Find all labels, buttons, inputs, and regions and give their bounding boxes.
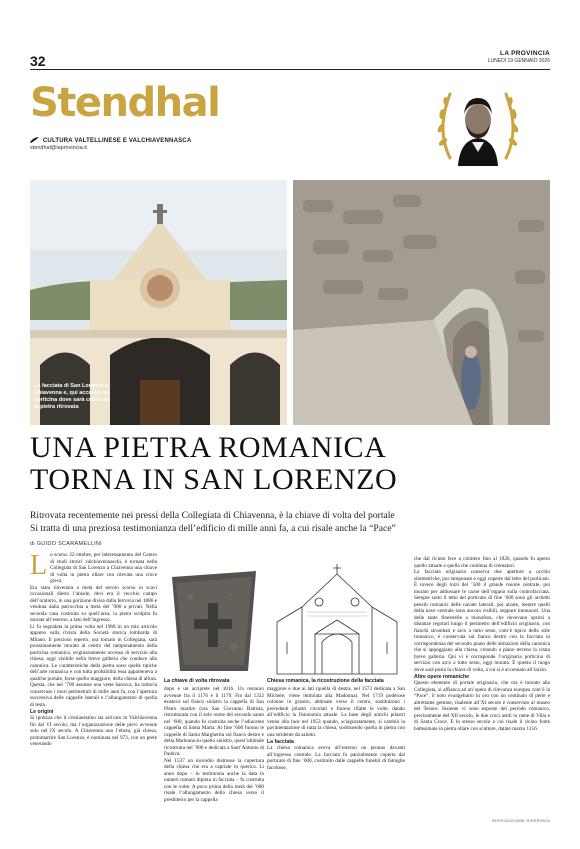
rubric-text: CULTURA VALTELLINESE E VALCHIAVENNASCA <box>42 138 192 144</box>
paragraph: Si ipotizza che il cristianesimo sia arrivato in Valchiavenna fin dal VI secolo, ma l’organizzazione delle pievi avvenne solo nel IX secolo. A Chiavenna uno l’ebrea, già chiesa, protomartire San Lorenzo, è nominata nel 973, con un prete venerando <box>30 715 157 747</box>
paragraph: La chiesa romanica aveva all’esterno un pronao davanti all’ingresso centrale. La facciata fu parzialmente coperta dal porticato di fine ’600, costituito dalle cappelle funebri di famiglie facoltose, <box>267 745 405 771</box>
paragraph: maggiore e due ai lati (quella di destra, nel 1573 dedicata a San Michele, viene intitolata alla Madonna). Nel 1719 poderose colonne in granito, abbinate verso il centro, sostituirono i precedenti pilastri circolari e furono rifatte le volte, dando all’edificio la fisionomia attuale. La base degli antichi pilastri venne alla luce nel 1953 quando, sciaguratamente, si cambiò la pavimentazione di tutta la chiesa, sostituendo quella in pietra con una stridente da salotto. <box>267 686 405 738</box>
section-email: stendhal@laprovincia.it <box>30 145 87 151</box>
byline: di GUIDO SCARAMELLINI <box>30 541 103 547</box>
paragraph: Questo elemento di portale originario, che ora è tornato alla Collegiata, si affianca ad un’opera di rilevanza europea com’è la “Pace”, il noto evangeliario in oro con un centinaio di perle e altrettante gemme, risalente all’XI secolo e conservato al museo del Tesoro. Insieme vi sono esposte del periodo romanico, precisamente del XII secolo, le due croci astili in rame di Villa e di Santa Croce. E lo stesso secolo a cui risale il ricino fonte battesimale in pietra ollare con scultore, datato marzo 1156. <box>414 680 550 732</box>
paragraph: La facciata originaria conserva due aperture a occhio simmetriche, pur tamponate e oggi coperte dal tetto del porticato. È invece degli inizi del ’500 il grande rosone centrale, poi murato per addossare le carne dell’organo sulla controfacciata. Sempre sotto il tetto del porticato di fine ’600 sono gli archetti pensili romanici delle navate laterali, poi alzate, mentre quelli della nave centrale sono ancora visibili, seppure intonacati. Una delle tante finestrelle a monofora, che dovevano aprirsi a distanze regolari lungo il perimetro dell’edificio originario, con fianchi strombati e arco a tutto sesto, com’è tipico dello stile romanico, è conservata sul fianco destro con la facciata in corrispondenza del secondo piano delle abitazioni della canonica che si appoggiano alla chiesa, creando a piano terreno la citata breve galleria. Qui vi è corrisponde l’originaria porticina di servizio con arco a tutto sesto, oggi murata. È questo il luogo dove sarà posta la chiave di volta, a cui si è accennato all’inizio. <box>414 569 550 673</box>
keystone-image <box>164 567 264 675</box>
paragraph: Nel 1537 un incendio distrusse la copertura della chiesa che era a capriate in querica. Lì anno dopo – lo testimonia anche la data in numeri romani dipinta in facciata – fu costruita con le volte. A poco prima della metà del ’600 risale l’allungamento della chiesa verso il presbiterio per la cappella <box>164 757 264 803</box>
quill-icon <box>30 137 39 143</box>
stone-wall-photo <box>293 180 550 425</box>
page-number: 32 <box>30 53 46 69</box>
masthead <box>30 50 550 74</box>
keystone-caption: La chiave di volta ritrovata <box>164 678 230 684</box>
headline <box>30 432 550 496</box>
article-column-2 <box>164 686 264 803</box>
section-rubric <box>30 137 191 144</box>
photo-caption: La facciata di San Lorenzo a Chiavenna e, qui accanto, la porticina dove sarà collocata la pietra ritrovata <box>34 383 110 411</box>
paragraph: o scorso 22 ottobre, per interessamento del Centro di studi storici valchiavennaschi, è tornata nella Collegiata di San Lorenzo a Chiavenna una chiave di volta in pietra ollare con rilevata una croce greca. <box>50 552 157 584</box>
subheading: Altre opere romaniche <box>414 674 470 680</box>
drop-cap: L <box>30 550 48 581</box>
subhead-line2: Si tratta di una preziosa testimonianza dell’edificio di mille anni fa, a cui risale anche la “Pace” <box>30 523 396 534</box>
subheading: La facciata <box>267 739 294 745</box>
subheading: Le origini <box>30 709 54 715</box>
paragraph: Era stata rinvenuta a metà del secolo scorso in scavi occasionali dietro l’abside, devi era il vecchio campo dell’oratorio, in una porzione divisa dalla ferrovia nel 1886 e venduta dalla parrocchia a metà del ’900 a privati. Nella seconda casa costruita su quell’area, la pietra scolpita fu murata all’esterno, a lato dell’ingresso. <box>30 584 157 623</box>
paper-name: LA PROVINCIA <box>500 50 550 57</box>
church-reconstruction-drawing <box>267 562 407 677</box>
article-column-4 <box>414 556 550 732</box>
article-column-1 <box>30 552 157 748</box>
paragraph: Li fu segnalata la prima volta nel 1968 in un mio articolo apparso sulla rivista della Società storica lombarda di Milano. Il prezioso reperto, ora tornato in Collegiata, sarà prossimamente murato al centro del tamponamento della porticina romanica, originariamente accesso di servizio alla chiesa, oggi visibile nella breve galleria che conduce alla canonica. Le caratteristiche della pietra sono quelle tipiche dell’arte romanica e con tutta probabilità essa apparteneva a qualche portale, forse quello maggiore, della chiesa di allora. Questa, che nel ’700 assunse una veste barocca, ha tuttavia conservato i muri perimetrali di mille anni fa, con l’apertura successiva delle cappelle laterali e l’allungamento di quella di testa. <box>30 623 157 708</box>
paragraph: dopo e un arciprete nel 1016. Un restauro avvenne fra il 1176 e il 1179. Fin dal 1332 esisteva sul fianco sinistro la cappella di San Pietro martire (ora San Giovanni Battista, ristrutturata con il sole nome del secondo santo nel ’600, quando fu costruita anche l’adiacente cappella di Santa Marta. Al fine ’600 furono le cappelle di Santa Margherita sul fianco destro e della Madonna su quello sinistro, quest’ultimale ricostruita nel ’900 e dedicata a Sant’Antonio di Padova. <box>164 686 264 757</box>
paragraph: che dal ricinto fece a cimitero fino al 1820, quando fu aperto quello attuale a quella che continua di crematori. <box>414 556 550 569</box>
church-drawing-caption: Chiesa romanica, la ricostruzione della facciata <box>267 678 384 684</box>
subhead-line1: Ritrovata recentemente nei pressi della Collegiata di Chiavenna, è la chiave di volta del portale <box>30 510 395 521</box>
stendhal-portrait <box>428 80 528 166</box>
headline-line1: UNA PIETRA ROMANICA <box>30 431 387 464</box>
headline-line2: TORNA IN SAN LORENZO <box>30 463 398 496</box>
subheadline <box>30 509 550 535</box>
top-rule <box>30 69 550 70</box>
copyright-notice: RIPRODUZIONE RISERVATA <box>492 818 550 823</box>
section-title: Stendhal <box>30 80 220 126</box>
issue-date: LUNEDÌ 19 GENNAIO 2026 <box>487 58 550 64</box>
article-column-3 <box>267 686 405 771</box>
